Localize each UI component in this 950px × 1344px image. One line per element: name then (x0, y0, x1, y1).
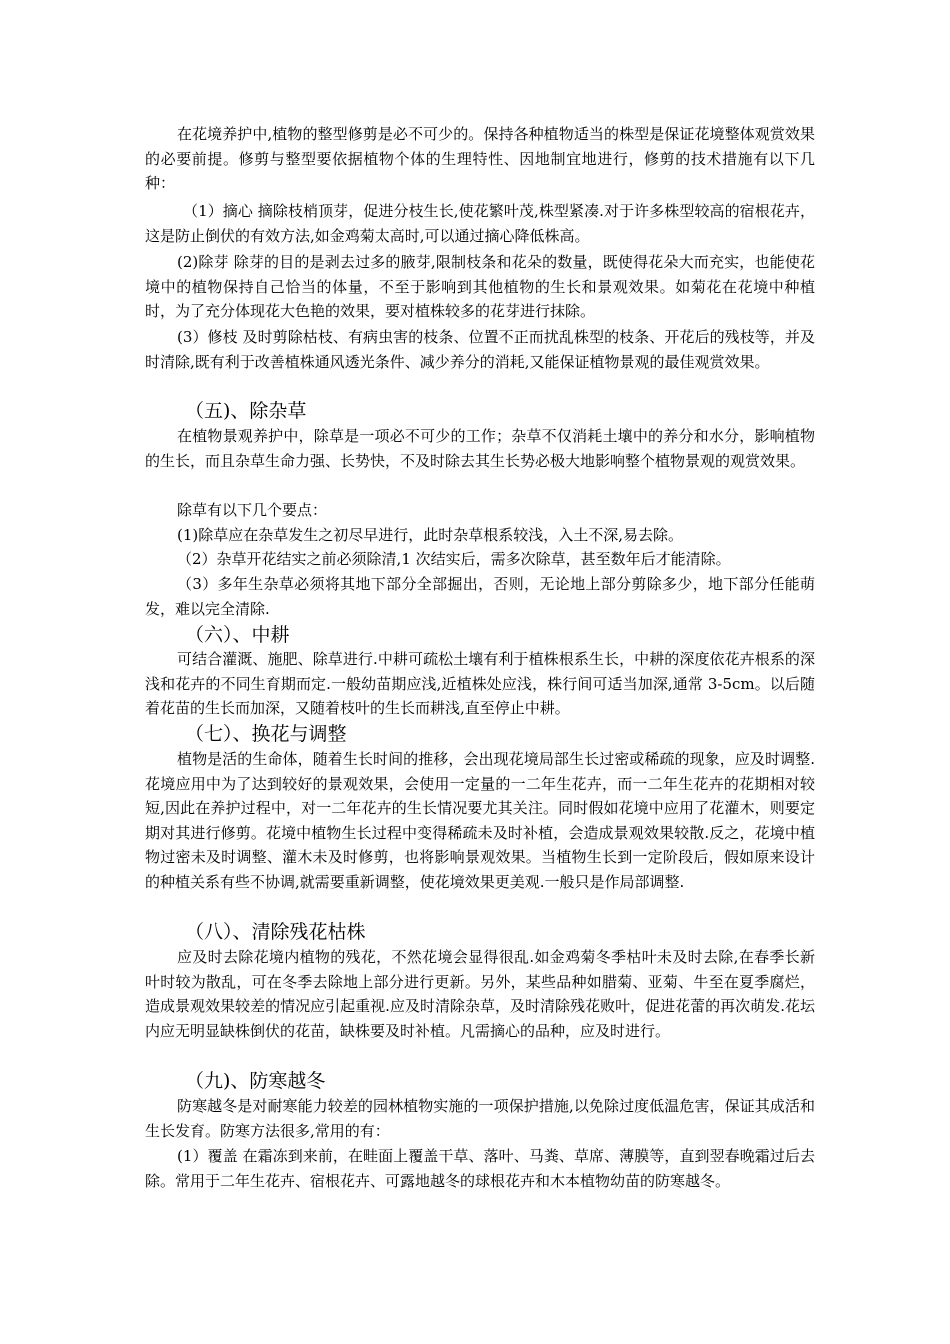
paragraph-covering: (1）覆盖 在霜冻到来前，在畦面上覆盖干草、落叶、马粪、草席、薄膜等，直到翌春晚霜过后去除。常用于二年生花卉、宿根花卉、可露地越冬的球根花卉和木本植物幼苗的防寒越冬。 (145, 1147, 815, 1190)
paragraph-trimming: (3）修枝 及时剪除枯枝、有病虫害的枝条、位置不正而扰乱株型的枝条、开花后的残枝等，并及时清除,既有利于改善植株通风透光条件、减少养分的消耗,又能保证植物景观的最佳观赏效果。 (145, 328, 815, 371)
paragraph-replacement: 植物是活的生命体，随着生长时间的推移，会出现花境局部生长过密或稀疏的现象，应及时调整.花境应用中为了达到较好的景观效果，会使用一定量的一二年生花卉，而一二年生花卉的花期相对较短,因此在养护过程中，对一二年花卉的生长情况要尤其关注。同时假如花境中应用了花灌木，则要定期对其进行修剪。花境中植物生长过程中变得稀疏未及时补植，会造成景观效果较散.反之，花境中植物过密未及时调整、灌木未及时修剪，也将影响景观效果。当植物生长到一定阶段后，假如原来设计的种植关系有些不协调,就需要重新调整，使花境效果更美观.一般只是作局部调整. (145, 750, 815, 891)
paragraph-pinching: （1）摘心 摘除枝梢顶芽，促进分枝生长,使花繁叶茂,株型紧凑.对于许多株型较高的宿根花卉，这是防止倒伏的有效方法,如金鸡菊太高时,可以通过摘心降低株高。 (145, 202, 815, 245)
paragraph-weeding-intro: 在植物景观养护中，除草是一项必不可少的工作；杂草不仅消耗土壤中的养分和水分，影响植物的生长，而且杂草生命力强、长势快，不及时除去其生长势必极大地影响整个植物景观的观赏效果。 (145, 427, 815, 470)
paragraph-weeding-points: 除草有以下几个要点： (177, 501, 328, 519)
paragraph-deadheading: 应及时去除花境内植物的残花，不然花境会显得很乱.如金鸡菊冬季枯叶未及时去除,在春季长新叶时较为散乱，可在冬季去除地上部分进行更新。另外，某些品种如腊菊、亚菊、牛至在夏季腐烂，造成景观效果较差的情况应引起重视.应及时清除杂草，及时清除残花败叶，促进花蕾的再次萌发.花坛内应无明显缺株倒伏的花苗，缺株要及时补植。凡需摘心的品种，应及时进行。 (145, 948, 815, 1040)
paragraph-weeding-point-2: （2）杂草开花结实之前必须除清,1 次结实后，需多次除草，甚至数年后才能清除。 (177, 550, 731, 568)
paragraph-weeding-point-1: (1)除草应在杂草发生之初尽早进行，此时杂草根系较浅，入土不深,易去除。 (177, 526, 684, 544)
paragraph-cultivation: 可结合灌溉、施肥、除草进行.中耕可疏松土壤有利于植株根系生长，中耕的深度依花卉根系的深浅和花卉的不同生育期而定.一般幼苗期应浅,近植株处应浅，株行间可适当加深,通常 3-5cm。以后随着花苗的生长而加深，又随着枝叶的生长而耕浅,直至停止中耕。 (145, 650, 815, 718)
heading-cultivation: （六）、中耕 (185, 624, 290, 646)
paragraph-disbudding: (2)除芽 除芽的目的是剥去过多的腋芽,限制枝条和花朵的数量，既使得花朵大而充实，也能使花境中的植物保持自己恰当的体量，不至于影响到其他植物的生长和景观效果。如菊花在花境中种植时，为了充分体现花大色艳的效果，要对植株较多的花芽进行抹除。 (145, 253, 815, 321)
heading-deadheading: （八）、清除残花枯株 (185, 921, 366, 943)
heading-winter-protection: （九)、防寒越冬 (185, 1070, 326, 1092)
heading-replacement: （七）、换花与调整 (185, 723, 347, 745)
heading-weeding: （五)、除杂草 (185, 400, 307, 422)
paragraph-winter-protection: 防寒越冬是对耐寒能力较差的园林植物实施的一项保护措施,以免除过度低温危害，保证其成活和生长发育。防寒方法很多,常用的有： (145, 1097, 815, 1140)
paragraph-weeding-point-3: （3）多年生杂草必须将其地下部分全部掘出，否则，无论地上部分剪除多少，地下部分任能萌发，难以完全清除. (145, 575, 815, 618)
paragraph-pruning-intro: 在花境养护中,植物的整型修剪是必不可少的。保持各种植物适当的株型是保证花境整体观赏效果的必要前提。修剪与整型要依据植物个体的生理特性、因地制宜地进行，修剪的技术措施有以下几种： (145, 125, 815, 193)
